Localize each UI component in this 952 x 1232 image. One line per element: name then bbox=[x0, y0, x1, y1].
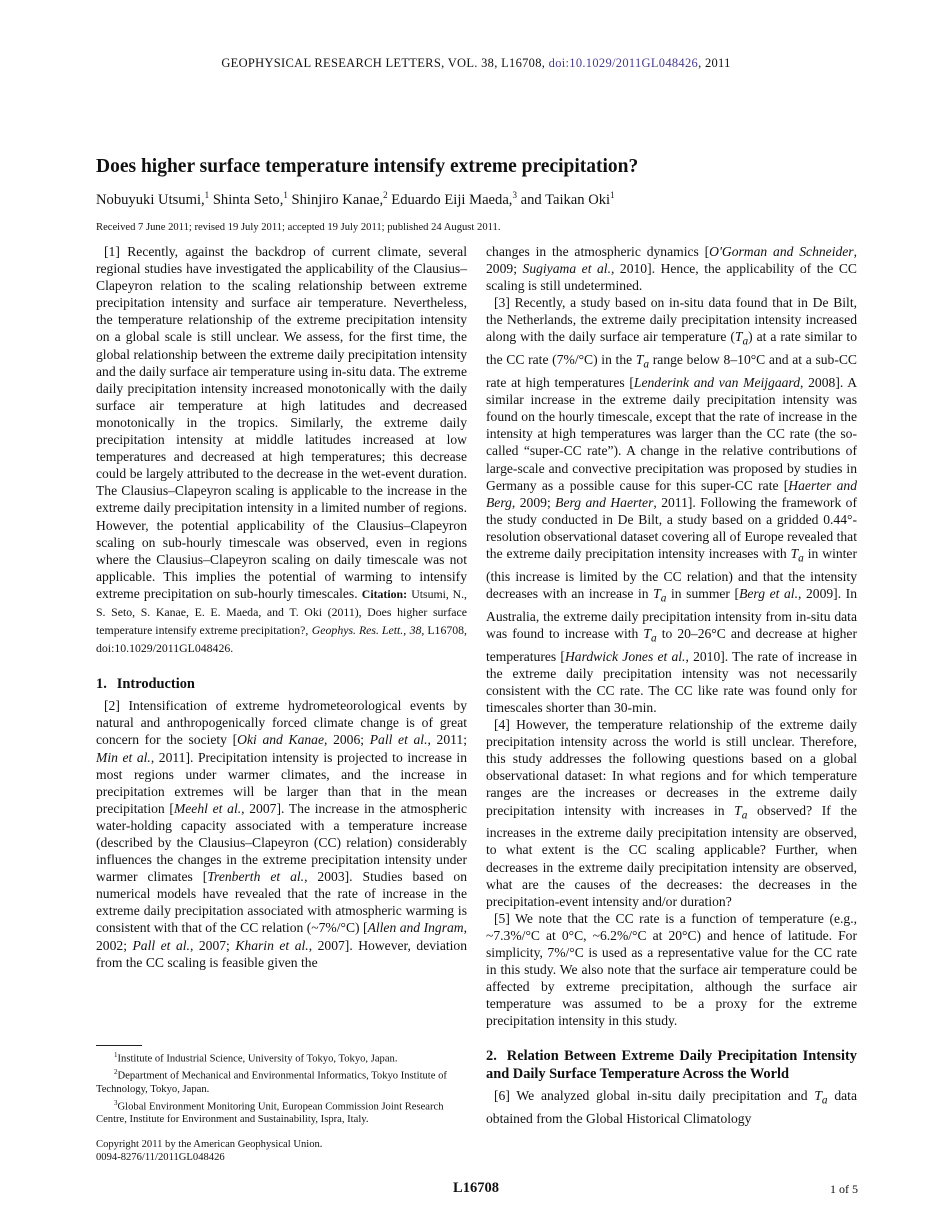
author: Shinjiro Kanae, bbox=[291, 191, 384, 208]
footnote-text: Institute of Industrial Science, University of Tokyo, Tokyo, Japan. bbox=[117, 1053, 398, 1065]
section-title: Relation Between Extreme Daily Precipitation Intensity and Daily Surface Temperature Across the World bbox=[486, 1048, 857, 1083]
author: Nobuyuki Utsumi, bbox=[96, 191, 205, 208]
paragraph-number: [5] bbox=[494, 910, 510, 926]
paragraph-6: [6] We analyzed global in-situ daily precipitation and $T_a$ data obtained from the Global Historical Climatology bbox=[486, 1088, 857, 1127]
citation-journal: Geophys. Res. Lett. bbox=[311, 623, 404, 638]
left-column bbox=[96, 243, 467, 971]
author: Eduardo Eiji Maeda, bbox=[391, 191, 513, 208]
footnote-text: Global Environment Monitoring Unit, European Commission Joint Research Centre, Institute for Environment and Sustainability, Ispra, Italy. bbox=[96, 1101, 444, 1126]
author-list bbox=[96, 190, 876, 209]
citation-text: Utsumi, N., S. Seto, S. Kanae, E. E. Maeda, and T. Oki (2011), Does higher surface temperature intensify extreme precipitation?, bbox=[96, 586, 468, 638]
page-number: 1 of 5 bbox=[830, 1182, 858, 1196]
paragraph-2-continued: changes in the atmospheric dynamics [O'Gorman and Schneider, 2009; Sugiyama et al., 2010]. Hence, the applicability of the CC scaling is still undetermined. bbox=[486, 244, 857, 294]
section-heading-2 bbox=[486, 1047, 857, 1083]
journal-info: GEOPHYSICAL RESEARCH LETTERS, VOL. 38, L16708, bbox=[221, 56, 546, 70]
paragraph-3: [3] Recently, a study based on in-situ data found that in De Bilt, the Netherlands, the extreme daily precipitation intensity increased along with the daily surface air temperature $(T_a)$ at a rate similar to the CC rate (7%/°C) in the $T_a$ range below 8–10°C and at a sub-CC rate at high temperatures [Lenderink and van Meijgaard, 2008]. A similar increase in the extreme daily precipitation intensity was found on the hourly timescale, except that the rate of increase in the intensity at high temperatures was larger than the CC rate (the so-called “super-CC rate”). A change in the relative contributions of large-scale and convective precipitation was proposed by studies in Germany as a possible cause for this super-CC rate [Haerter and Berg, 2009; Berg and Haerter, 2011]. Following the framework of the study conducted in De Bilt, a study based on a gridded 0.44°-resolution observational dataset covering all of Europe revealed that the extreme daily precipitation intensity increases with $T_a$ in winter (this increase is limited by the CC relation) and that the intensity decreases with an increase in $T_a$ in summer [Berg et al., 2009]. In Australia, the extreme daily precipitation intensity from in-situ data was found to increase with $T_a$ to 20–26°C and decrease at higher temperatures [Hardwick Jones et al., 2010]. The rate of increase in the extreme daily precipitation intensity was not necessarily consistent with the CC rate. The CC like rate was found only for timescales shorter than 30-min. bbox=[486, 295, 858, 715]
footnote-mark: 1 bbox=[114, 1051, 118, 1059]
affiliation-mark: 1 bbox=[283, 190, 288, 200]
paragraph-number: [1] bbox=[104, 244, 120, 259]
footnote-divider bbox=[96, 1045, 142, 1046]
doi-link[interactable]: doi:10.1029/2011GL048426 bbox=[548, 56, 699, 70]
issn-line: 0094-8276/11/2011GL048426 bbox=[96, 1151, 225, 1163]
section-number: 1. bbox=[96, 676, 107, 693]
footnote bbox=[96, 1097, 468, 1127]
footnote-text: Department of Mechanical and Environmental Informatics, Tokyo Institute of Technology, Tokyo, Japan. bbox=[96, 1070, 447, 1095]
paragraph-number: [4] bbox=[494, 717, 510, 733]
affiliation-mark: 1 bbox=[204, 190, 210, 200]
citation-sep: , bbox=[403, 623, 407, 638]
footnote bbox=[96, 1049, 468, 1066]
citation-label: Citation: bbox=[361, 586, 408, 601]
publication-dates: Received 7 June 2011; revised 19 July 2011; accepted 19 July 2011; published 24 August 2011. bbox=[96, 222, 501, 233]
paragraph-number: [6] bbox=[494, 1088, 510, 1104]
paragraph-4: [4] However, the temperature relationship of the extreme daily precipitation intensity across the world is still unclear. Therefore, this study addresses the following questions based on a global observational dataset: In what regions and for which temperature ranges are the increases or decreases in the extreme daily precipitation intensity with increases in $T_a$ observed? If the increases in the extreme daily precipitation intensity are observed, to what extent is the CC scaling applicable? Further, when decreases in the extreme daily precipitation intensity are observed, what are the causes of the decreases: the decreases in the precipitation-event intensity and/or duration? bbox=[486, 717, 857, 909]
paragraph-number: [3] bbox=[494, 295, 510, 311]
affiliation-mark: 2 bbox=[383, 190, 388, 200]
footnote-mark: 2 bbox=[114, 1068, 118, 1077]
paragraph-5: [5] We note that the CC rate is a function of temperature (e.g., ~7.3%/°C at 0°C, ~6.2%/°C at 20°C) and hence of latitude. For simplicity, 7%/°C is used as a representative value for the CC rate in this study. We also note that the surface air temperature could be affected by extreme precipitation, although the surface air temperature was assumed to be a proxy for the extreme precipitation intensity in this study. bbox=[486, 910, 857, 1029]
section-title: Introduction bbox=[116, 676, 195, 693]
citation-volume: 38 bbox=[409, 623, 422, 638]
paragraph-number: [2] bbox=[104, 698, 120, 714]
article-title: Does higher surface temperature intensify extreme precipitation? bbox=[96, 156, 639, 177]
affiliation-mark: 1 bbox=[610, 190, 615, 200]
footnote-mark: 3 bbox=[114, 1098, 118, 1107]
author: and Taikan Oki bbox=[520, 191, 611, 208]
article-id: L16708 bbox=[453, 1180, 499, 1196]
journal-header bbox=[0, 56, 952, 71]
journal-year: , 2011 bbox=[698, 56, 731, 70]
section-heading-introduction bbox=[96, 675, 467, 693]
author: Shinta Seto, bbox=[212, 191, 284, 208]
affiliation-footnotes bbox=[96, 1049, 468, 1127]
abstract-text: Recently, against the backdrop of current climate, several regional studies have investigated the applicability of the Clausius–Clapeyron relation to the scaling relationship between extreme precipitation intensity and surface air temperature. Nevertheless, the temperature relationship of the extreme precipitation intensity on a global scale is still unclear. We assess, for the first time, the global relationship between the extreme daily precipitation intensity and the daily surface air temperature using in-situ data. The extreme daily precipitation intensity increased monotonically with the daily surface air temperature at high latitudes and decreased monotonically in the tropics. Similarly, the extreme daily precipitation intensity at middle latitudes increased at low temperatures and decreased at high temperatures; this decrease could be largely attributed to the decrease in the wet-event duration. The Clausius–Clapeyron scaling is applicable to the increase in the extreme daily precipitation intensity in a limited number of regions. However, the potential applicability of the Clausius–Clapeyron scaling on sub-hourly timescale was observed, even in regions where the Clausius–Clapeyron scaling on daily timescale was not applicable. This implies the potential of warming to intensify extreme precipitation on sub-hourly timescales. bbox=[96, 244, 467, 601]
copyright-notice bbox=[96, 1139, 468, 1165]
citation-doi: , L16708, doi:10.1029/2011GL048426. bbox=[96, 623, 467, 656]
footnote bbox=[96, 1066, 468, 1096]
right-column bbox=[486, 243, 857, 1127]
abstract bbox=[96, 243, 467, 657]
paragraph-2: [2] Intensification of extreme hydrometeorological events by natural and anthropogenically forced climate change is of great concern for the society [Oki and Kanae, 2006; Pall et al., 2011; Min et al., 2011]. Precipitation intensity is projected to increase in most regions under warmer climates, and the increase in precipitation extremes will be larger than that in the mean precipitation [Meehl et al., 2007]. The increase in the atmospheric water-holding capacity associated with a temperature increase (described by the Clausius–Clapeyron (CC) relation) considerably influences the changes in the extreme precipitation intensity under warmer climates [Trenberth et al., 2003]. Studies based on numerical models have revealed that the rate of increase in the extreme daily precipitation associated with atmospheric warming is consistent with that of the CC relation (~7%/°C) [Allen and Ingram, 2002; Pall et al., 2007; Kharin et al., 2007]. However, deviation from the CC scaling is feasible given the bbox=[96, 698, 468, 970]
affiliation-mark: 3 bbox=[512, 190, 517, 200]
copyright-line: Copyright 2011 by the American Geophysical Union. bbox=[96, 1139, 323, 1150]
section-number: 2. bbox=[486, 1048, 497, 1065]
